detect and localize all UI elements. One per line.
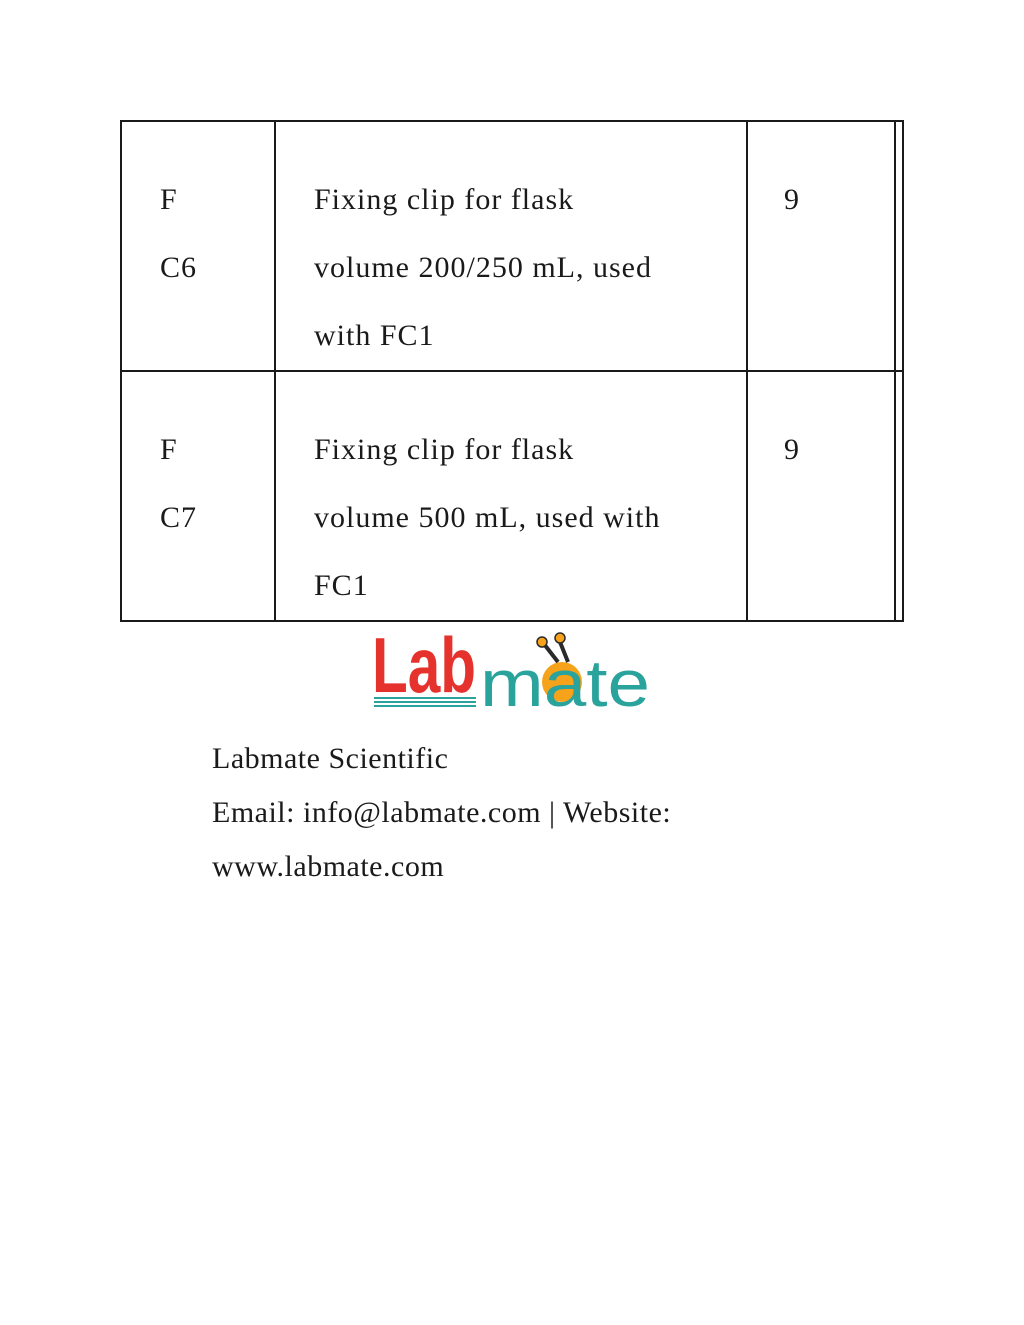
product-description-cell — [275, 121, 747, 371]
product-code-cell — [121, 371, 275, 621]
labmate-logo — [372, 622, 652, 714]
product-code-line1: F — [160, 433, 178, 466]
quantity-value: 9 — [784, 433, 799, 466]
description-line3: FC1 — [314, 569, 369, 602]
website-link[interactable]: www.labmate.com — [212, 850, 445, 883]
table-row — [121, 371, 903, 621]
quantity-value: 9 — [784, 183, 799, 216]
description-line3: with FC1 — [314, 319, 435, 352]
description-line1: Fixing clip for flask — [314, 433, 575, 466]
product-image-cell — [895, 121, 903, 371]
footer-contact — [212, 732, 671, 894]
quantity-cell — [747, 371, 895, 621]
product-table — [120, 120, 904, 622]
svg-text:mate: mate — [480, 646, 650, 714]
quantity-cell — [747, 121, 895, 371]
table-row — [121, 121, 903, 371]
description-line2: volume 500 mL, used with — [314, 501, 661, 534]
company-name: Labmate Scientific — [212, 742, 449, 775]
product-code-line1: F — [160, 183, 178, 216]
product-image-cell — [895, 371, 903, 621]
contact-line: Email: info@labmate.com | Website: — [212, 796, 672, 829]
description-line1: Fixing clip for flask — [314, 183, 575, 216]
product-code-line2: C7 — [160, 501, 198, 534]
description-line2: volume 200/250 mL, used — [314, 251, 652, 284]
product-code-cell — [121, 121, 275, 371]
product-code-line2: C6 — [160, 251, 198, 284]
svg-text:Lab: Lab — [372, 622, 476, 709]
product-description-cell — [275, 371, 747, 621]
